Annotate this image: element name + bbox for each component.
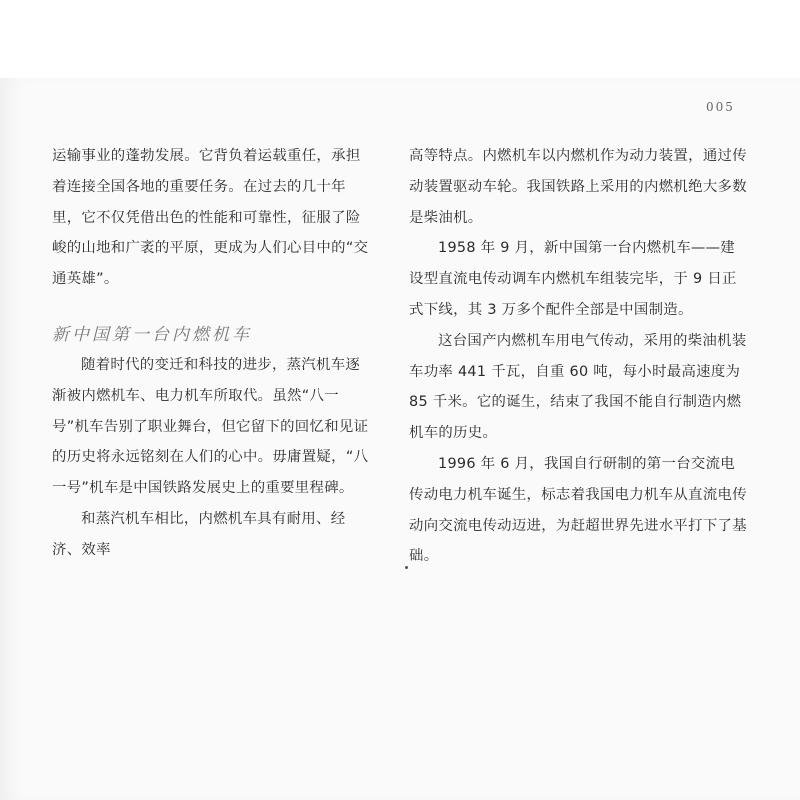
left-text-column	[52, 141, 370, 566]
paragraph: 1996 年 6 月，我国自行研制的第一台交流电传动电力机车诞生，标志着我国电力机车从直流电传动向交流电传动迈进，为赶超世界先进水平打下了基础。	[409, 455, 747, 565]
paragraph-continued: 运输事业的蓬勃发展。它背负着运载重任，承担着连接全国各地的重要任务。在过去的几十年里，它不仅凭借出色的性能和可靠性，征服了险峻的山地和广袤的平原，更成为人们心目中的“交通英雄”。	[52, 148, 369, 288]
print-speck	[405, 566, 408, 569]
paragraph: 随着时代的变迁和科技的进步，蒸汽机车逐渐被内燃机车、电力机车所取代。虽然“八一号”机车告别了职业舞台，但它留下的回忆和见证的历史将永远铭刻在人们的心中。毋庸置疑，“八一号”机车是中国铁路发展史上的重要里程碑。	[52, 356, 369, 497]
paragraph-continued: 高等特点。内燃机车以内燃机作为动力装置，通过传动装置驱动车轮。我国铁路上采用的内燃机绝大多数是柴油机。	[409, 148, 747, 226]
right-text-column	[409, 141, 748, 572]
paragraph: 这台国产内燃机车用电气传动，采用的柴油机装车功率 441 千瓦，自重 60 吨，每小时最高速度为 85 千米。它的诞生，结束了我国不能自行制造内燃机车的历史。	[409, 332, 747, 442]
paragraph: 和蒸汽机车相比，内燃机车具有耐用、经济、效率	[52, 510, 346, 558]
page-number: 005	[706, 100, 735, 114]
section-heading: 新中国第一台内燃机车	[52, 324, 252, 345]
paragraph: 1958 年 9 月，新中国第一台内燃机车——建设型直流电传动调车内燃机车组装完毕，于 9 日正式下线，其 3 万多个配件全部是中国制造。	[409, 240, 737, 318]
